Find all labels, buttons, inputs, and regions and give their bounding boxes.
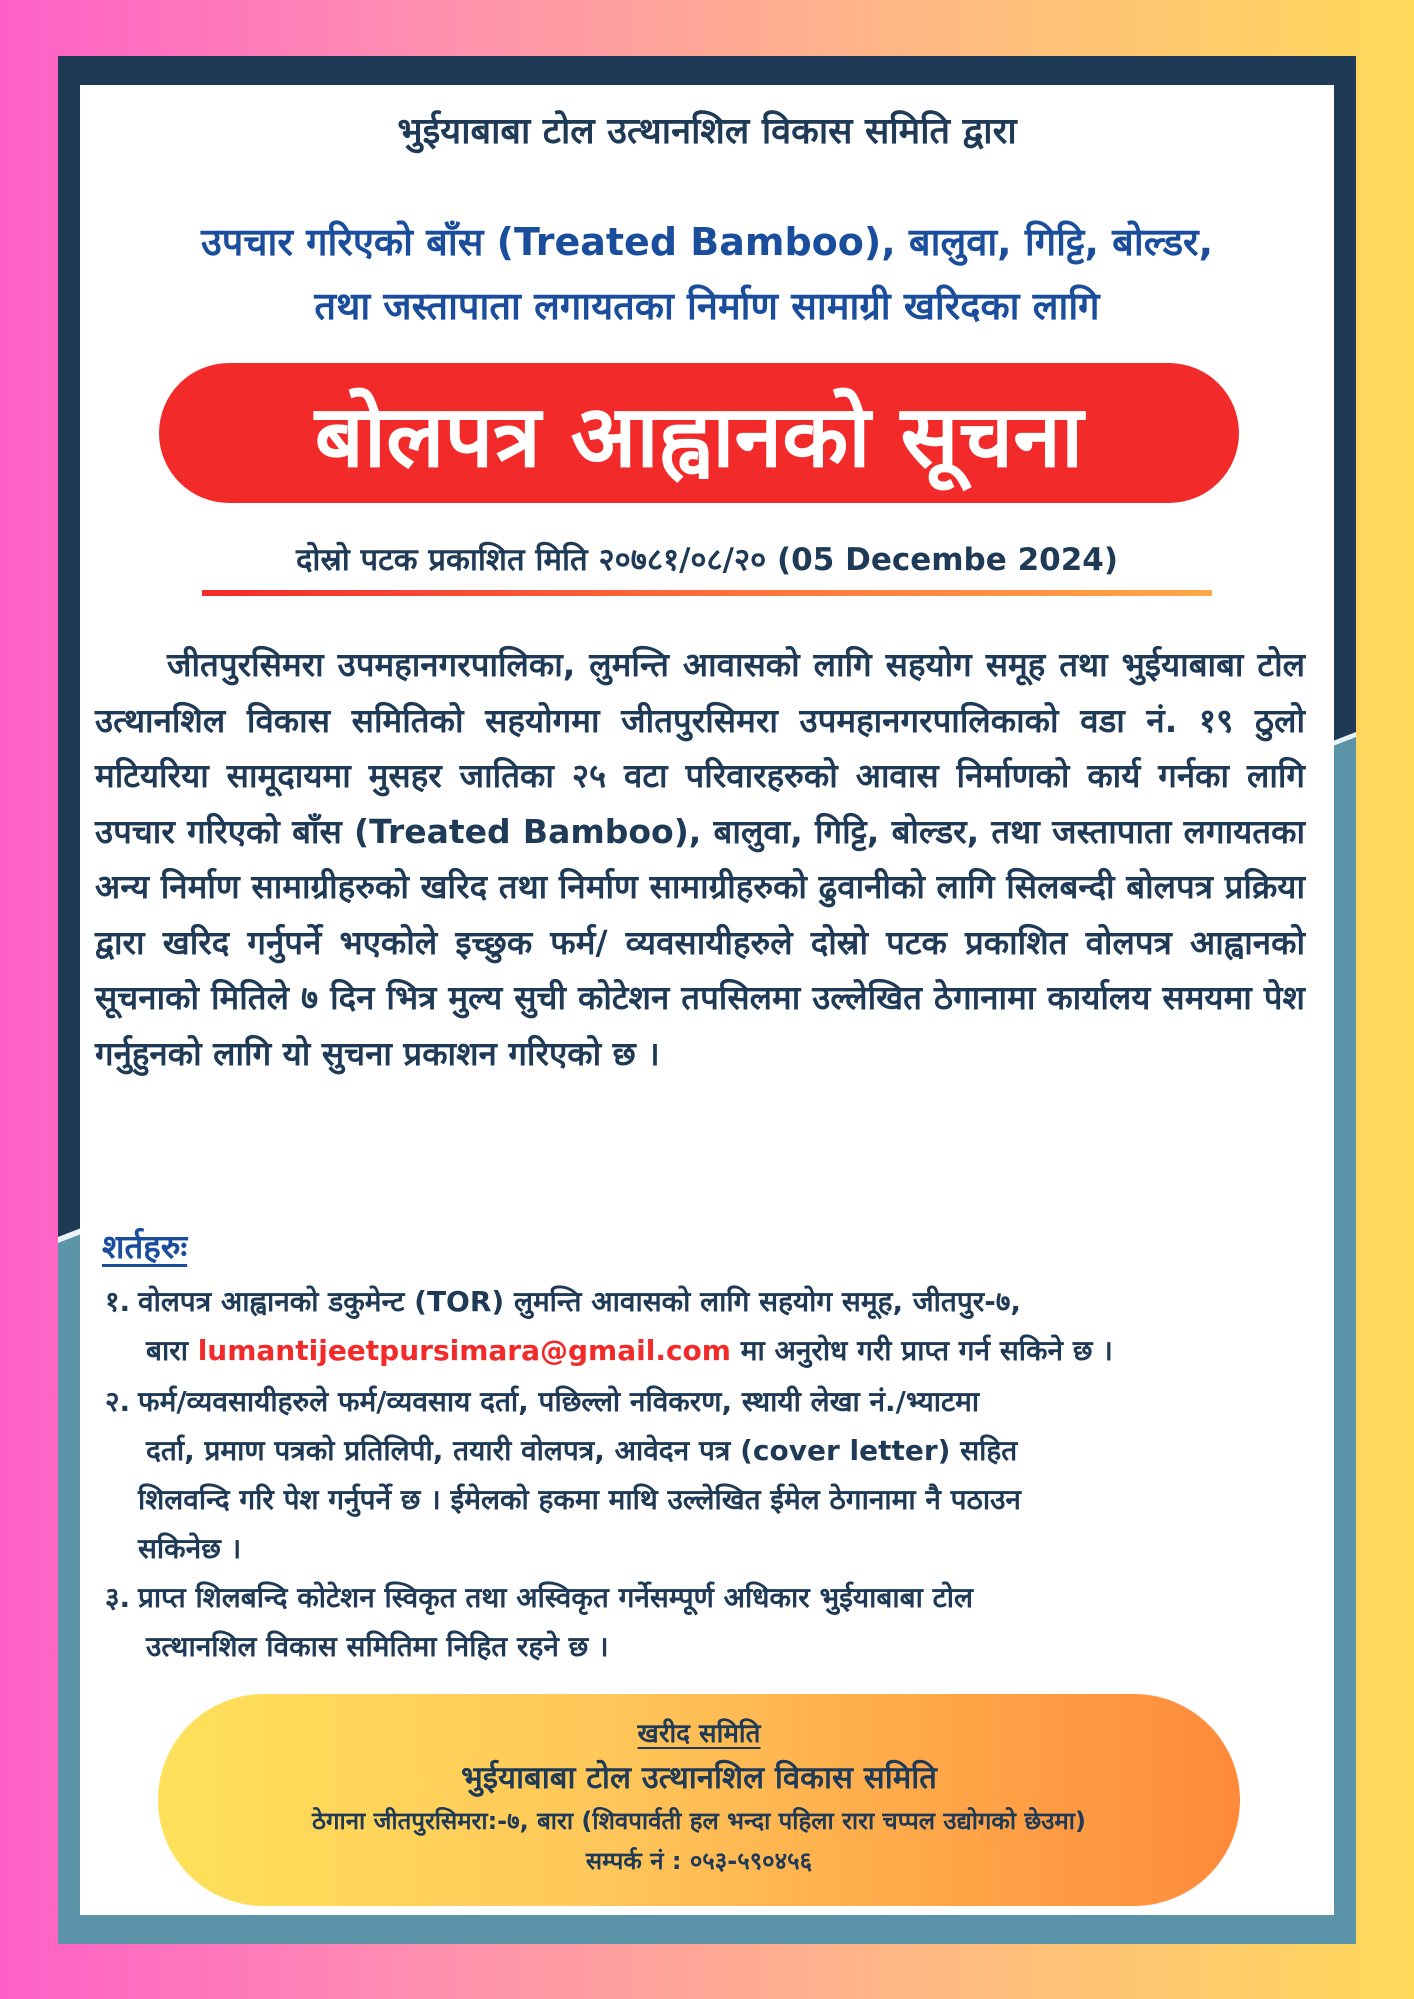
condition-text: बारा xyxy=(146,1334,198,1367)
condition-item-2 xyxy=(105,1377,1310,1573)
condition-line: दर्ता, प्रमाण पत्रको प्रतिलिपी, तयारी वोलपत्र, आवेदन पत्र (cover letter) सहित xyxy=(146,1434,1018,1467)
condition-item-3 xyxy=(105,1573,1310,1671)
notice-paper xyxy=(80,85,1334,1915)
subtitle-line-1: उपचार गरिएको बाँस (Treated Bamboo), बालुवा, गिट्टि, बोल्डर, xyxy=(200,220,1214,264)
date-underline xyxy=(202,590,1212,596)
condition-line xyxy=(138,1326,1310,1375)
condition-number: ३. xyxy=(105,1581,131,1614)
condition-number: १. xyxy=(105,1285,131,1318)
condition-line: सकिनेछ । xyxy=(138,1532,242,1565)
notice-subtitle xyxy=(100,210,1314,338)
footer-organization: भुईयाबाबा टोल उत्थानशिल विकास समिति xyxy=(461,1760,937,1796)
footer-contact-number: सम्पर्क नं : ०५३-५९०४५६ xyxy=(585,1847,813,1875)
condition-line: प्राप्त शिलबन्दि कोटेशन स्विकृत तथा अस्विकृत गर्नेसम्पूर्ण अधिकार भुईयाबाबा टोल xyxy=(138,1581,973,1614)
notice-body-paragraph: जीतपुरसिमरा उपमहानगरपालिका, लुमन्ति आवासको लागि सहयोग समूह तथा भुईयाबाबा टोल उत्थानशिल विकास समितिको सहयोगमा जीतपुरसिमरा उपमहानगरपालिकाको वडा नं. १९ ठुलो मटियरिया सामूदायमा मुसहर जातिका २५ वटा परिवारहरुको आवास निर्माणको कार्य गर्नका लागि उपचार गरिएको बाँस (Treated Bamboo), बालुवा, गिट्टि, बोल्डर, तथा जस्तापाता लगायतका अन्य निर्माण सामाग्रीहरुको खरिद तथा निर्माण सामाग्रीहरुको ढुवानीको लागि सिलबन्दी बोलपत्र प्रक्रिया द्वारा खरिद गर्नुपर्ने भएकोले इच्छुक फर्म/ व्यवसायीहरुले दोस्रो पटक प्रकाशित वोलपत्र आह्वानको सूचनाको मितिले ७ दिन भित्र मुल्य सुची कोटेशन तपसिलमा उल्लेखित ठेगानामा कार्यालय समयमा पेश गर्नुहुनको लागि यो सुचना प्रकाशन गरिएको छ । xyxy=(95,645,1305,1073)
publication-date: दोस्रो पटक प्रकाशित मिति २०७८१/०८/२० (05 Decembe 2024) xyxy=(295,542,1119,578)
notice-title-banner xyxy=(159,363,1239,503)
condition-line: उत्थानशिल विकास समितिमा निहित रहने छ । xyxy=(146,1630,609,1663)
notice-title: बोलपत्र आह्वानको सूचना xyxy=(314,386,1084,487)
condition-item-1 xyxy=(105,1277,1310,1375)
conditions-heading: शर्तहरुः xyxy=(102,1227,188,1266)
subtitle-line-2: तथा जस्तापाता लगायतका निर्माण सामाग्री खरिदका लागि xyxy=(314,284,1100,328)
committee-label: खरीद समिति xyxy=(637,1719,761,1749)
condition-text: मा अनुरोध गरी प्राप्त गर्न सकिने छ । xyxy=(730,1334,1113,1367)
contact-email-link[interactable]: lumantijeetpursimara@gmail.com xyxy=(197,1334,731,1367)
condition-line: वोलपत्र आह्वानको डकुमेन्ट (TOR) लुमन्ति आवासको लागि सहयोग समूह, जीतपुर-७, xyxy=(138,1285,1022,1318)
condition-line: फर्म/व्यवसायीहरुले फर्म/व्यवसाय दर्ता, पछिल्लो नविकरण, स्थायी लेखा नं./भ्याटमा xyxy=(138,1385,980,1418)
footer-contact-banner xyxy=(158,1694,1240,1906)
organizer-heading: भुईयाबाबा टोल उत्थानशिल विकास समिति द्वारा xyxy=(397,111,1017,152)
footer-address: ठेगाना जीतपुरसिमरा:-७, बारा (शिवपार्वती हल भन्दा पहिला रारा चप्पल उद्योगको छेउमा) xyxy=(312,1807,1086,1835)
condition-line: शिलवन्दि गरि पेश गर्नुपर्ने छ । ईमेलको हकमा माथि उल्लेखित ईमेल ठेगानामा नै पठाउन xyxy=(138,1483,1021,1516)
condition-number: २. xyxy=(105,1385,131,1418)
